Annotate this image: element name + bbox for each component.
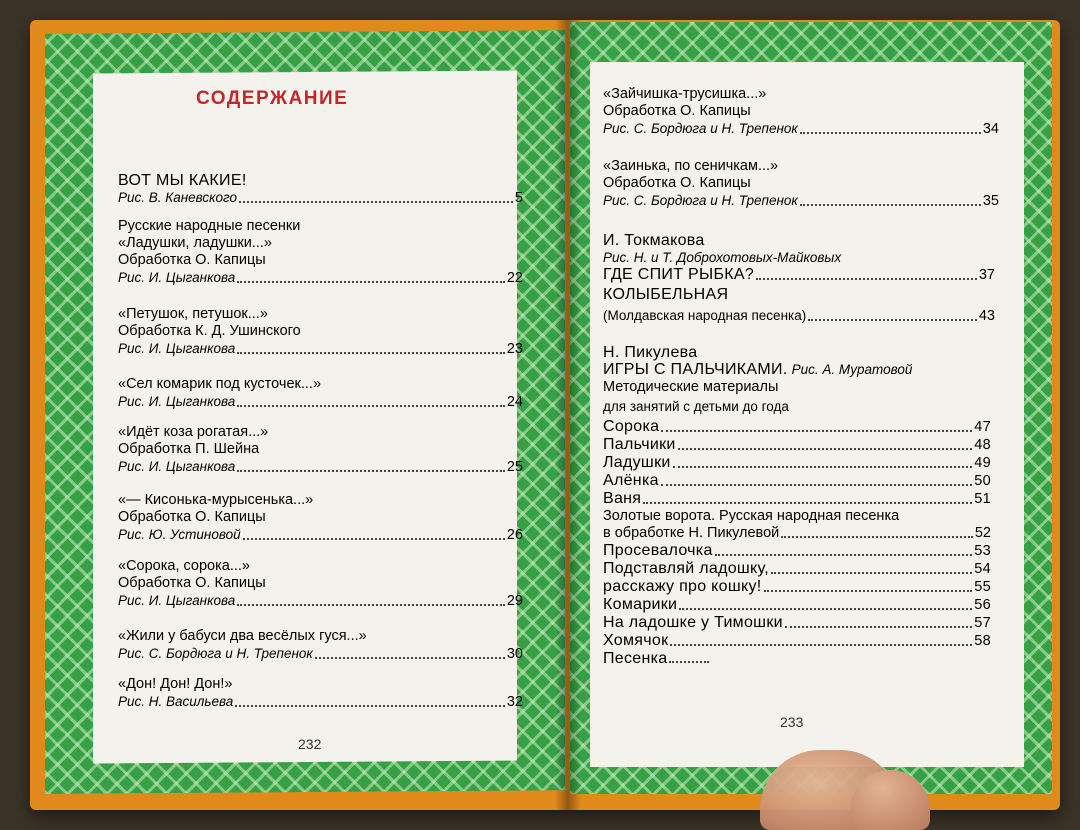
toc-item: [603, 542, 991, 560]
item-page: 56: [974, 597, 991, 613]
entry-author: И. Токмакова: [603, 232, 705, 249]
section-title: ИГРЫ С ПАЛЬЧИКАМИ.: [603, 361, 788, 378]
entry-credit-row: [118, 693, 523, 711]
entry-credit-row: [118, 526, 523, 544]
entry-page: 32: [506, 694, 523, 710]
entry-title: ВОТ МЫ КАКИЕ!: [118, 172, 247, 189]
dot-leader: [239, 201, 513, 203]
toc-entry: [603, 158, 999, 210]
dot-leader: [679, 608, 972, 610]
entry-line: «Петушок, петушок...»: [118, 306, 268, 322]
entry-title: ГДЕ СПИТ РЫБКА?: [603, 266, 755, 283]
entry-line: «— Кисонька-мурысенька...»: [118, 492, 314, 508]
dot-leader: [756, 278, 977, 280]
item-label: Хомячок: [603, 632, 669, 649]
entry-credit-row: [118, 393, 523, 411]
dot-leader: [670, 644, 972, 646]
item-label: Алёнка: [603, 472, 659, 489]
dot-leader: [237, 281, 505, 283]
entry-line: «Зайчишка-трусишка...»: [603, 86, 767, 102]
toc-item: [603, 525, 991, 542]
dot-leader: [237, 352, 505, 354]
toc-item: [603, 596, 991, 614]
item-label: Просевалочка: [603, 542, 713, 559]
item-label: Ваня: [603, 490, 642, 507]
entry-note-row: [603, 307, 995, 325]
item-page: 53: [974, 543, 991, 559]
entry-line: «Сел комарик под кусточек...»: [118, 376, 322, 392]
item-page: 58: [974, 633, 991, 649]
dot-leader: [661, 430, 972, 432]
item-label: Песенка: [603, 650, 668, 667]
item-label: Ладушки: [603, 454, 671, 471]
dot-leader: [237, 405, 505, 407]
dot-leader: [643, 502, 972, 504]
entry-line: Обработка О. Капицы: [118, 575, 266, 591]
entry-line: «Заинька, по сеничкам...»: [603, 158, 779, 174]
entry-page: 43: [978, 308, 995, 324]
entry-page: 35: [982, 193, 999, 209]
entry-title: КОЛЫБЕЛЬНАЯ: [603, 286, 729, 303]
dot-leader: [715, 554, 973, 556]
item-page: 52: [974, 525, 991, 541]
toc-section: [603, 344, 991, 667]
entry-credit-row: [118, 269, 523, 287]
left-page-number: 232: [298, 736, 322, 752]
entry-line: Обработка О. Капицы: [603, 175, 751, 191]
toc-item: [603, 436, 991, 454]
dot-leader: [785, 626, 972, 628]
entry-credit: Рис. С. Бордюга и Н. Трепенок: [603, 193, 798, 208]
toc-entry: [118, 676, 523, 711]
toc-item: [603, 578, 991, 596]
entry-line: «Сорока, сорока...»: [118, 558, 250, 574]
entry-note: (Молдавская народная песенка): [603, 308, 807, 323]
entry-line: Обработка К. Д. Ушинского: [118, 323, 301, 339]
dot-leader: [661, 484, 972, 486]
dot-leader: [800, 132, 981, 134]
entry-page: 30: [506, 646, 523, 662]
entry-line: Золотые ворота. Русская народная песенка: [603, 508, 900, 524]
entry-page: 34: [982, 121, 999, 137]
dot-leader: [673, 466, 973, 468]
entry-page: 25: [506, 459, 523, 475]
entry-line: Обработка О. Капицы: [118, 509, 266, 525]
dot-leader: [669, 661, 709, 663]
item-label: Комарики: [603, 596, 678, 613]
item-page: 55: [974, 579, 991, 595]
toc-entry: [118, 306, 523, 358]
entry-page: 23: [506, 341, 523, 357]
entry-credit: Рис. И. Цыганкова: [118, 394, 236, 409]
dot-leader: [764, 590, 973, 592]
toc-entry: [118, 218, 523, 287]
item-label: в обработке Н. Пикулевой: [603, 525, 780, 541]
entry-line: «Жили у бабуси два весёлых гуся...»: [118, 628, 367, 644]
dot-leader: [771, 572, 972, 574]
book-spine: [555, 20, 581, 810]
dot-leader: [808, 319, 977, 321]
dot-leader: [237, 604, 505, 606]
entry-page: 24: [506, 394, 523, 410]
toc-entry: [118, 492, 523, 544]
entry-credit: Рис. Ю. Устиновой: [118, 527, 241, 542]
item-page: 57: [974, 615, 991, 631]
entry-credit-row: [118, 592, 523, 610]
dot-leader: [800, 204, 981, 206]
entry-line: «Дон! Дон! Дон!»: [118, 676, 233, 692]
item-label: На ладошке у Тимошки: [603, 614, 783, 631]
entry-page: 29: [506, 593, 523, 609]
dot-leader: [237, 470, 505, 472]
entry-credit-row: [118, 189, 523, 207]
toc-item: [603, 560, 991, 578]
entry-credit: Рис. И. Цыганкова: [118, 341, 236, 356]
toc-entry: [118, 376, 523, 411]
entry-line: Методические материалы: [603, 379, 779, 395]
toc-item: [603, 632, 991, 650]
item-label: расскажу про кошку!: [603, 578, 762, 595]
entry-line: «Ладушки, ладушки...»: [118, 235, 272, 251]
item-page: 48: [974, 437, 991, 453]
entry-line: Русские народные песенки: [118, 218, 301, 234]
entry-credit-row: [118, 645, 523, 663]
entry-page: 26: [506, 527, 523, 543]
entry-page: 5: [514, 190, 523, 206]
entry-credit: Рис. И. Цыганкова: [118, 593, 236, 608]
dot-leader: [235, 705, 505, 707]
item-label: Подставляй ладошку,: [603, 560, 769, 577]
entry-page: 22: [506, 270, 523, 286]
entry-page: 37: [978, 267, 995, 283]
item-page: 49: [974, 455, 991, 471]
entry-line: Обработка О. Капицы: [118, 252, 266, 268]
entry-credit: Рис. С. Бордюга и Н. Трепенок: [603, 121, 798, 136]
item-page: 51: [974, 491, 991, 507]
item-label: Сорока: [603, 418, 660, 435]
entry-credit-row: [603, 120, 999, 138]
section-credit: Рис. А. Муратовой: [791, 362, 913, 377]
entry-credit: Рис. Н. и Т. Доброхотовых-Майковых: [603, 250, 842, 265]
dot-leader: [243, 538, 505, 540]
toc-item: [603, 418, 991, 436]
toc-entry: [118, 424, 523, 476]
entry-line: Обработка О. Капицы: [603, 103, 751, 119]
entry-credit: Рис. И. Цыганкова: [118, 270, 236, 285]
dot-leader: [315, 657, 505, 659]
item-label: Пальчики: [603, 436, 676, 453]
dot-leader: [781, 536, 973, 538]
toc-item: [603, 614, 991, 632]
item-page: 50: [974, 473, 991, 489]
toc-item: [603, 490, 991, 508]
entry-credit: Рис. И. Цыганкова: [118, 459, 236, 474]
entry-credit-row: [118, 340, 523, 358]
toc-entry: [603, 86, 999, 138]
toc-item: [603, 472, 991, 490]
entry-title-line: [603, 361, 991, 379]
page-title: СОДЕРЖАНИЕ: [196, 88, 349, 109]
dot-leader: [678, 448, 973, 450]
entry-line: Обработка П. Шейна: [118, 441, 260, 457]
toc-entry: [118, 558, 523, 610]
entry-credit-row: [603, 192, 999, 210]
toc-entry: [118, 172, 523, 207]
toc-item: [603, 650, 991, 667]
entry-title-row: [603, 266, 995, 284]
item-page: 54: [974, 561, 991, 577]
toc-entry: [118, 628, 523, 663]
entry-author: Н. Пикулева: [603, 344, 698, 361]
item-page: 47: [974, 419, 991, 435]
entry-credit: Рис. С. Бордюга и Н. Трепенок: [118, 646, 313, 661]
right-page-number: 233: [780, 714, 804, 730]
toc-item: [603, 454, 991, 472]
entry-credit: Рис. Н. Васильева: [118, 694, 234, 709]
entry-line: для занятий с детьми до года: [603, 399, 789, 414]
entry-line: «Идёт коза рогатая...»: [118, 424, 269, 440]
toc-entry: [603, 232, 995, 325]
entry-credit: Рис. В. Каневского: [118, 190, 238, 205]
entry-credit-row: [118, 458, 523, 476]
